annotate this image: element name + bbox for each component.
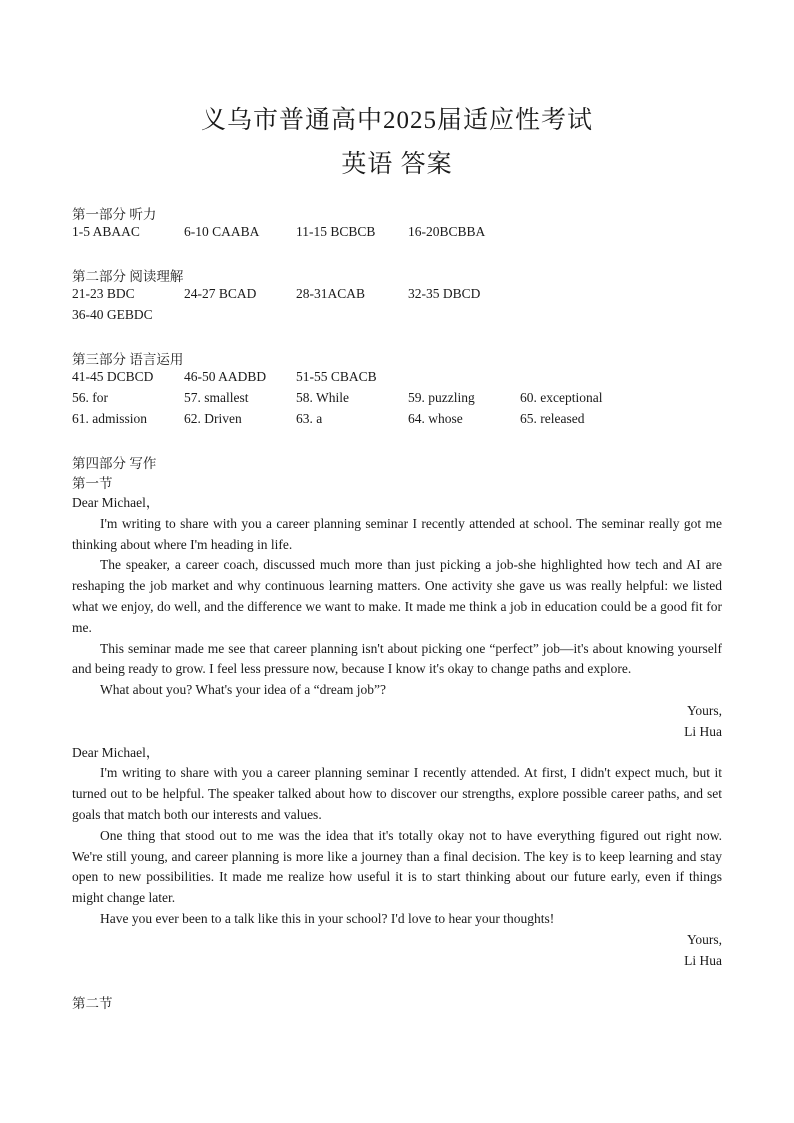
answer-cell: 58. While [296,390,349,405]
part2-heading: 第二部分 阅读理解 [72,269,184,284]
answer-cell: 62. Driven [184,411,242,426]
letter-paragraph: This seminar made me see that career planning isn't about picking one “perfect” job—it's about knowing yourself and being ready to grow. I feel less pressure now, because I know it's okay to change paths and explore. [72,640,722,677]
answer-cell: 24-27 BCAD [184,286,257,301]
part3-heading: 第三部分 语言运用 [72,352,184,367]
answer-cell: 1-5 ABAAC [72,224,140,239]
letter-closing: Yours, [686,931,722,947]
letter-paragraph: I'm writing to share with you a career planning seminar I recently attended. At first, I didn't expect much, but it turned out to be helpful. The speaker talked about how to discover our strengths, explore possible career paths, and set goals that match both our interests and values. [72,765,722,822]
answer-cell: 6-10 CAABA [184,224,260,239]
letter-signature: Li Hua [684,723,722,739]
answer-cell: 21-23 BDC [72,286,135,301]
answer-cell: 46-50 AADBD [184,369,267,384]
letter-paragraph: One thing that stood out to me was the idea that it's totally okay not to have everything figured out right now. We're still young, and career planning is more like a journey than a final decision. The key is to keep learning and stay open to new possibilities. It made me realize how useful it is to start thinking about our future early, even if things might change later. [72,827,722,906]
section1-heading: 第一节 [72,476,113,491]
sample-letters [72,493,722,971]
letter-signature: Li Hua [684,952,722,968]
answer-cell: 57. smallest [184,390,249,405]
sample-letter [72,743,722,972]
letter-closing: Yours, [686,702,722,718]
answer-cell: 51-55 CBACB [296,369,377,384]
letter-paragraph: What about you? What's your idea of a “dream job”? [100,682,386,698]
letter-salutation: Dear Michael， [72,495,160,510]
answer-cell: 61. admission [72,411,148,426]
letter-paragraph: I'm writing to share with you a career planning seminar I recently attended at school. The seminar really got me thinking about where I'm heading in life. [72,515,722,552]
answer-cell: 28-31ACAB [296,286,366,301]
letter-paragraph: The speaker, a career coach, discussed much more than just picking a job-she highlighted how tech and AI are reshaping the job market and why continuous learning matters. One activity she gave us was really helpful: we listed what we enjoy, do well, and the difference we want to make. It made me think a job in education could be a good fit for me. [72,557,722,635]
exam-subtitle: 英语 答案 [341,151,453,178]
sample-letter [72,493,722,743]
answer-cell: 16-20BCBBA [408,224,486,239]
section2-heading: 第二节 [72,996,113,1011]
answer-cell: 60. exceptional [520,390,603,405]
answer-cell: 65. released [520,411,585,426]
answer-cell: 41-45 DCBCD [72,369,154,384]
answer-cell: 32-35 DBCD [408,286,481,301]
part1-heading: 第一部分 听力 [72,207,157,222]
letter-paragraph: Have you ever been to a talk like this in your school? I'd love to hear your thoughts! [100,910,555,926]
answer-cell: 56. for [72,390,108,405]
answer-cell: 59. puzzling [408,390,475,405]
answer-cell: 11-15 BCBCB [296,224,376,239]
letter-salutation: Dear Michael， [72,744,160,760]
part4-heading: 第四部分 写作 [72,456,157,471]
answer-cell: 64. whose [408,411,463,426]
answer-cell: 36-40 GEBDC [72,307,153,322]
answer-cell: 63. a [296,411,323,426]
exam-title: 义乌市普通高中2025届适应性考试 [200,107,593,134]
